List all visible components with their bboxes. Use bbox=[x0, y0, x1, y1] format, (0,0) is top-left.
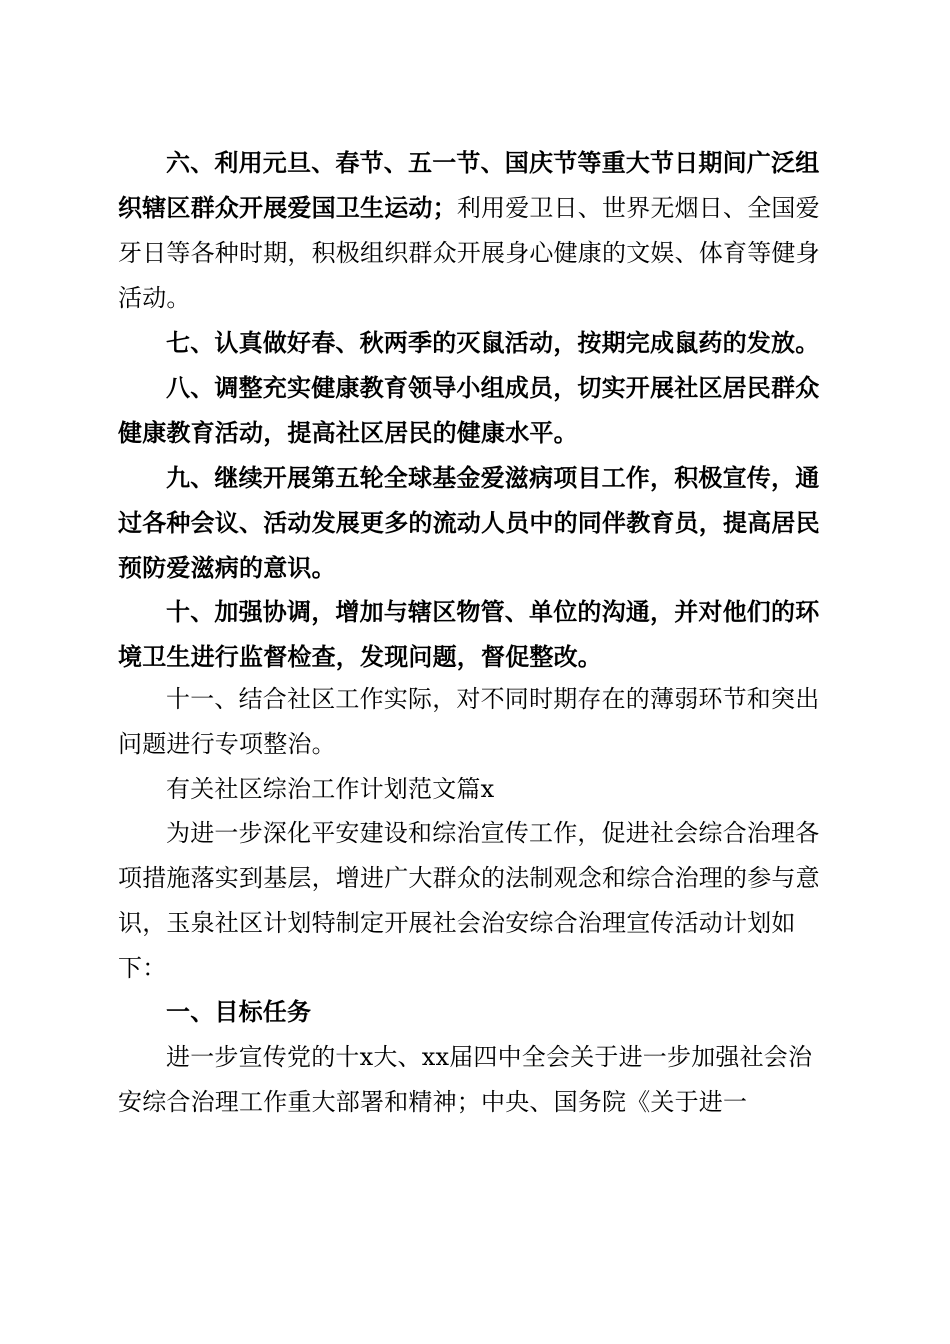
paragraph-eight: 八、调整充实健康教育领导小组成员，切实开展社区居民群众健康教育活动，提高社区居民的健康水平。 bbox=[118, 374, 820, 447]
paragraph-six-bold-part: 六、利用元旦、春节、五一节、国庆节等重大节日期间广泛组织辖区群众开展爱国卫生运动； bbox=[118, 149, 820, 222]
paragraph-ten: 十、加强协调，增加与辖区物管、单位的沟通，并对他们的环境卫生进行监督检查，发现问题，督促整改。 bbox=[118, 598, 820, 671]
section-title: 有关社区综治工作计划范文篇x bbox=[166, 775, 495, 803]
paragraph-seven: 七、认真做好春、秋两季的灭鼠活动，按期完成鼠药的发放。 bbox=[166, 329, 820, 357]
paragraph-six bbox=[118, 141, 830, 321]
paragraph-nine: 九、继续开展第五轮全球基金爱滋病项目工作，积极宣传，通过各种会议、活动发展更多的流动人员中的同伴教育员，提高居民预防爱滋病的意识。 bbox=[118, 464, 820, 582]
heading-goals: 一、目标任务 bbox=[166, 998, 312, 1026]
goals-paragraph: 进一步宣传党的十x大、xx届四中全会关于进一步加强社会治安综合治理工作重大部署和精神；中央、国务院《关于进一 bbox=[118, 1043, 813, 1116]
paragraph-six-plain-part: 利用爱卫日、世界无烟日、全国爱牙日等各种时期，积极组织群众开展身心健康的文娱、体育等健身活动。 bbox=[118, 194, 820, 312]
intro-paragraph: 为进一步深化平安建设和综治宣传工作，促进社会综合治理各项措施落实到基层，增进广大群众的法制观念和综合治理的参与意识，玉泉社区计划特制定开展社会治安综合治理宣传活动计划如下： bbox=[118, 819, 820, 982]
paragraph-eleven: 十一、结合社区工作实际，对不同时期存在的薄弱环节和突出问题进行专项整治。 bbox=[118, 685, 820, 758]
